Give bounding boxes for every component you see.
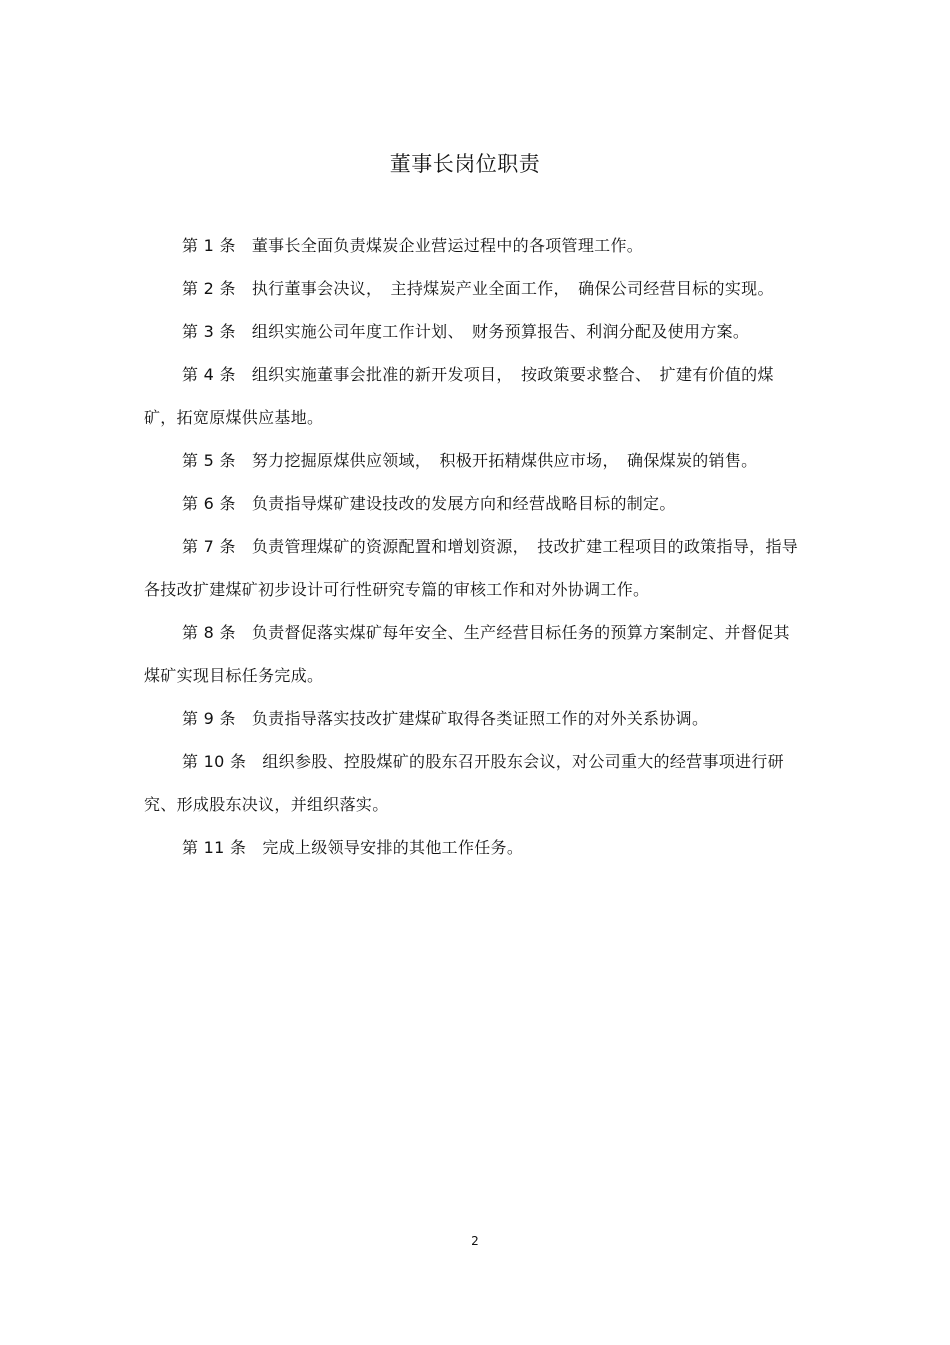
article-2 <box>144 267 804 310</box>
article-number: 第 4 条 <box>182 365 236 384</box>
article-text: 负责指导落实技改扩建煤矿取得各类证照工作的对外关系协调。 <box>251 709 709 728</box>
article-text: 组织参股、控股煤矿的股东召开股东会议，对公司重大的经营事项进行研究、形成股东决议，并组织落实。 <box>144 752 784 814</box>
article-number: 第 1 条 <box>182 236 236 255</box>
article-1 <box>144 224 804 267</box>
article-text: 董事长全面负责煤炭企业营运过程中的各项管理工作。 <box>251 236 644 255</box>
article-8 <box>144 611 804 697</box>
article-text: 组织实施公司年度工作计划、 财务预算报告、利润分配及使用方案。 <box>251 322 750 341</box>
article-number: 第 5 条 <box>182 451 236 470</box>
article-number: 第 8 条 <box>182 623 236 642</box>
article-text: 负责管理煤矿的资源配置和增划资源， 技改扩建工程项目的政策指导，指导各技改扩建煤矿初步设计可行性研究专篇的审核工作和对外协调工作。 <box>144 537 799 599</box>
article-7 <box>144 525 804 611</box>
article-text: 努力挖掘原煤供应领域， 积极开拓精煤供应市场， 确保煤炭的销售。 <box>251 451 758 470</box>
article-11 <box>144 826 804 869</box>
article-number: 第 11 条 <box>182 838 247 857</box>
article-number: 第 2 条 <box>182 279 236 298</box>
page-number: 2 <box>471 1234 479 1248</box>
article-number: 第 9 条 <box>182 709 236 728</box>
article-number: 第 7 条 <box>182 537 236 556</box>
article-6 <box>144 482 804 525</box>
article-5 <box>144 439 804 482</box>
article-text: 组织实施董事会批准的新开发项目， 按政策要求整合、 扩建有价值的煤矿，拓宽原煤供应基地。 <box>144 365 774 427</box>
document-body <box>144 224 804 869</box>
article-9 <box>144 697 804 740</box>
article-text: 完成上级领导安排的其他工作任务。 <box>262 838 524 857</box>
article-3 <box>144 310 804 353</box>
article-number: 第 10 条 <box>182 752 247 771</box>
article-10 <box>144 740 804 826</box>
article-text: 执行董事会决议， 主持煤炭产业全面工作， 确保公司经营目标的实现。 <box>251 279 774 298</box>
article-4 <box>144 353 804 439</box>
article-text: 负责指导煤矿建设技改的发展方向和经营战略目标的制定。 <box>251 494 676 513</box>
document-title: 董事长岗位职责 <box>389 152 541 176</box>
article-number: 第 6 条 <box>182 494 236 513</box>
article-text: 负责督促落实煤矿每年安全、生产经营目标任务的预算方案制定、并督促其煤矿实现目标任务完成。 <box>144 623 790 685</box>
article-number: 第 3 条 <box>182 322 236 341</box>
